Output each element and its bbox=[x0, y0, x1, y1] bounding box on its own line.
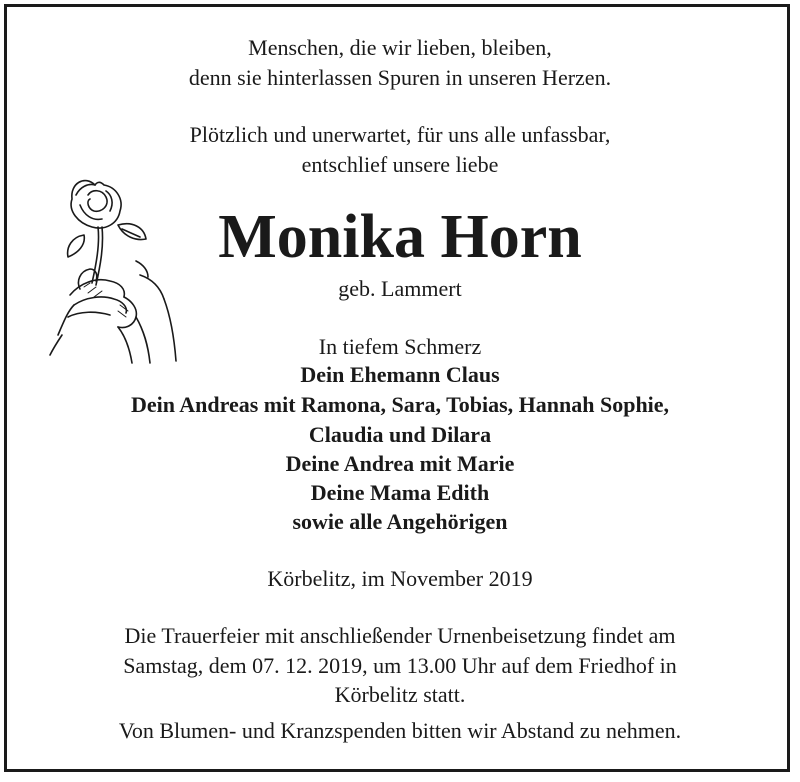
mourner-line: Dein Andreas mit Ramona, Sara, Tobias, Hannah Sophie, bbox=[130, 392, 670, 417]
intro-line-2: entschlief unsere liebe bbox=[301, 152, 499, 177]
mourner-line: sowie alle Angehörigen bbox=[292, 509, 508, 534]
funeral-notice-line-2: Samstag, dem 07. 12. 2019, um 13.00 Uhr auf dem Friedhof in bbox=[123, 653, 677, 678]
birth-name: geb. Lammert bbox=[338, 276, 462, 301]
mourners-intro: In tiefem Schmerz bbox=[318, 334, 482, 359]
mourner-line: Claudia und Dilara bbox=[308, 422, 492, 447]
motto-line-1: Menschen, die wir lieben, bleiben, bbox=[248, 35, 552, 60]
intro-line-1: Plötzlich und unerwartet, für uns alle unfassbar, bbox=[189, 122, 611, 147]
mourner-line: Deine Andrea mit Marie bbox=[285, 451, 515, 476]
mourner-line: Dein Ehemann Claus bbox=[300, 362, 500, 387]
flower-request: Von Blumen- und Kranzspenden bitten wir Abstand zu nehmen. bbox=[118, 718, 682, 743]
motto-line-2: denn sie hinterlassen Spuren in unseren Herzen. bbox=[188, 65, 612, 90]
mourner-line: Deine Mama Edith bbox=[310, 480, 490, 505]
place-date: Körbelitz, im November 2019 bbox=[267, 566, 533, 591]
funeral-notice-line-3: Körbelitz statt. bbox=[334, 682, 466, 707]
deceased-name: Monika Horn bbox=[218, 203, 582, 271]
funeral-notice-line-1: Die Trauerfeier mit anschließender Urnenbeisetzung findet am bbox=[124, 623, 676, 648]
